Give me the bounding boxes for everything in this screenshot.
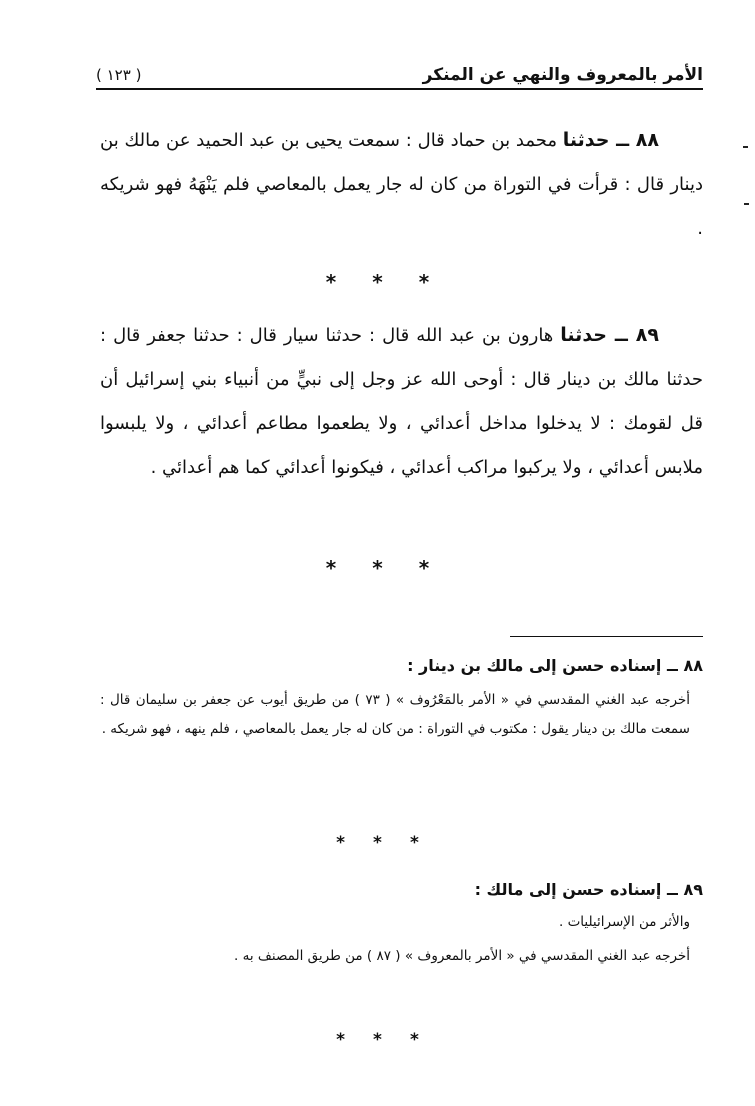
footnote-89-line: والأثر من الإسرائيليات . xyxy=(558,914,690,930)
separator-star: * xyxy=(409,833,419,853)
section-separator xyxy=(0,270,755,294)
separator-star: * xyxy=(372,270,383,294)
hadith-89-lead: ٨٩ ــ حدثنا xyxy=(560,324,659,346)
separator-star: * xyxy=(409,1030,419,1050)
hadith-89-text: هارون بن عبد الله قال : حدثنا سيار قال : حدثنا جعفر قال : حدثنا مالك بن دينار قال : أوحى الله عز وجل إلى نبيٍّ من أنبياء بني إسرائيل أن قل لقومك : لا يدخلوا مداخل أعدائي ، ولا يطعموا مطاعم أعدائي ، ولا يلبسوا ملابس أعدائي ، ولا يركبوا مراكب أعدائي ، فيكونوا أعدائي كما هم أعدائي . xyxy=(100,325,703,478)
separator-star: * xyxy=(325,270,337,294)
separator-star: * xyxy=(336,1030,346,1050)
separator-star: * xyxy=(373,833,382,853)
footnote-88-heading: ٨٨ ــ إسناده حسن إلى مالك بن دينار : xyxy=(407,656,703,675)
page-number: ( ١٢٣ ) xyxy=(96,66,142,84)
footnote-89-heading: ٨٩ ــ إسناده حسن إلى مالك : xyxy=(474,880,703,899)
footnote-separator xyxy=(0,1030,755,1050)
separator-star: * xyxy=(418,270,430,294)
footnote-separator xyxy=(0,833,755,853)
margin-mark xyxy=(743,146,748,148)
separator-star: * xyxy=(336,833,346,853)
separator-star: * xyxy=(418,556,430,580)
footnote-89-line: أخرجه عبد الغني المقدسي في « الأمر بالمعروف » ( ٨٧ ) من طريق المصنف به . xyxy=(234,948,690,964)
header-title: الأمر بالمعروف والنهي عن المنكر xyxy=(422,65,703,85)
hadith-88-text: محمد بن حماد قال : سمعت يحيى بن عبد الحميد عن مالك بن دينار قال : قرأت في التوراة من كان له جار يعمل بالمعاصي فلم يَنْهَهُ فهو شريكه . xyxy=(100,130,703,239)
separator-star: * xyxy=(325,556,337,580)
separator-star: * xyxy=(373,1030,382,1050)
section-separator xyxy=(0,556,755,580)
hadith-88 xyxy=(100,118,703,251)
margin-mark xyxy=(744,203,749,205)
footnote-88-text: أخرجه عبد الغني المقدسي في « الأمر بالمَعْرُوف » ( ٧٣ ) من طريق أيوب عن جعفر بن سليمان قال : سمعت مالك بن دينار يقول : مكتوب في التوراة : من كان له جار يعمل بالمعاصي ، فلم ينهه ، فهو شريكه . xyxy=(100,692,690,737)
separator-star: * xyxy=(372,556,383,580)
hadith-89 xyxy=(100,313,703,490)
running-header xyxy=(96,58,703,90)
hadith-88-lead: ٨٨ ــ حدثنا xyxy=(562,129,659,151)
footnote-rule xyxy=(510,636,703,637)
